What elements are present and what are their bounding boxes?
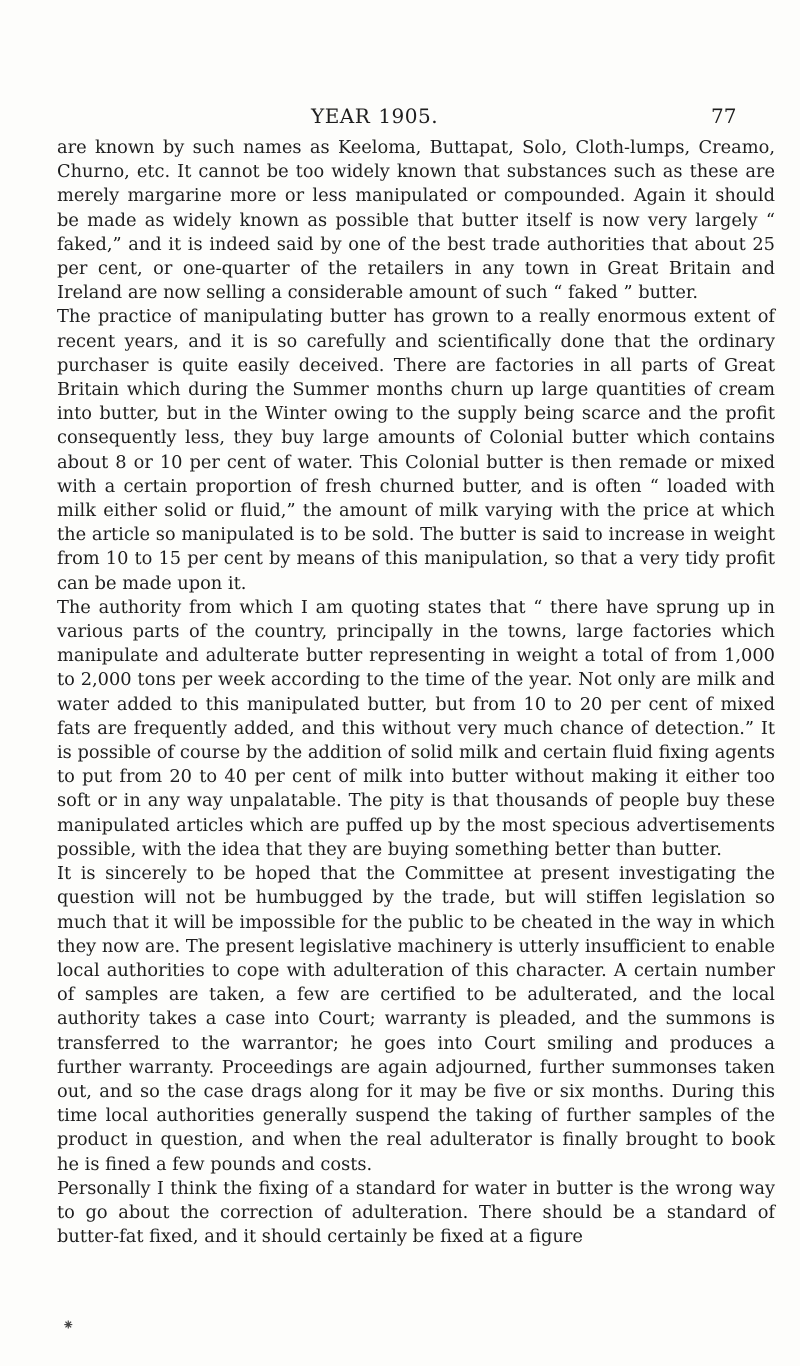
paragraph-4: It is sincerely to be hoped that the Committee at present investigating the question will not be humbugged by the trade, but will stiffen legislation so much that it will be impossible for the public to be cheated in the way in which they now are. The present legislative machinery is utterly insufficient to enable local authorities to cope with adulteration of this character. A certain number of samples are taken, a few are certified to be adulterated, and the local authority takes a case into Court; warranty is pleaded, and the summons is transferred to the warrantor; he goes into Court smiling and produces a further warranty. Proceedings are again adjourned, further summonses taken out, and so the case drags along for it may be five or six months. During this time local authorities generally suspend the taking of further samples of the product in question, and when the real adulterator is finally brought to book he is fined a few pounds and costs. — [57, 863, 775, 1175]
ink-blot-mark: ⁕ — [62, 1316, 75, 1334]
paragraph-5: Personally I think the fixing of a standard for water in butter is the wrong way to go about the correction of adulteration. There should be a standard of butter-fat fixed, and it should certainly be fixed at a figure — [57, 1177, 775, 1248]
running-head-title: YEAR — [311, 104, 371, 128]
body-text — [57, 136, 775, 1249]
paragraph-3: The authority from which I am quoting states that “ there have sprung up in various parts of the country, principally in the towns, large factories which manipulate and adulterate butter representing in weight a total of from 1,000 to 2,000 tons per week according to the time of the year. Not only are milk and water added to this manipulated butter, but from 10 to 20 per cent of mixed fats are frequently added, and this without very much chance of detection.” It is possible of course by the addition of solid milk and certain fluid fixing agents to put from 20 to 40 per cent of milk into butter without making it either too soft or in any way unpalatable. The pity is that thousands of people buy these manipulated articles which are puffed up by the most specious advertisements possible, with the idea that they are buying something better than butter. — [57, 596, 775, 860]
paragraph-1: are known by such names as Keeloma, Buttapat, Solo, Cloth-lumps, Creamo, Churno, etc. It cannot be too widely known that substances such as these are merely margarine more or less manipulated or compounded. Again it should be made as widely known as possible that butter itself is now very largely “ faked,” and it is indeed said by one of the best trade authorities that about 25 per cent, or one-quarter of the retailers in any town in Great Britain and Ireland are now selling a considerable amount of such “ faked ” butter. — [57, 137, 775, 304]
running-head — [311, 104, 438, 128]
page-number: 77 — [711, 104, 737, 128]
paragraph-2: The practice of manipulating butter has grown to a really enormous extent of recent years, and it is so carefully and scientifically done that the ordinary purchaser is quite easily deceived. There are factories in all parts of Great Britain which during the Summer months churn up large quantities of cream into butter, but in the Winter owing to the supply being scarce and the profit consequently less, they buy large amounts of Colonial butter which contains about 8 or 10 per cent of water. This Colonial butter is then remade or mixed with a certain proportion of fresh churned butter, and is often “ loaded with milk either solid or fluid,” the amount of milk varying with the price at which the article so manipulated is to be sold. The butter is said to increase in weight from 10 to 15 per cent by means of this manipulation, so that a very tidy profit can be made upon it. — [57, 306, 775, 594]
running-head-year: 1905. — [378, 104, 439, 128]
